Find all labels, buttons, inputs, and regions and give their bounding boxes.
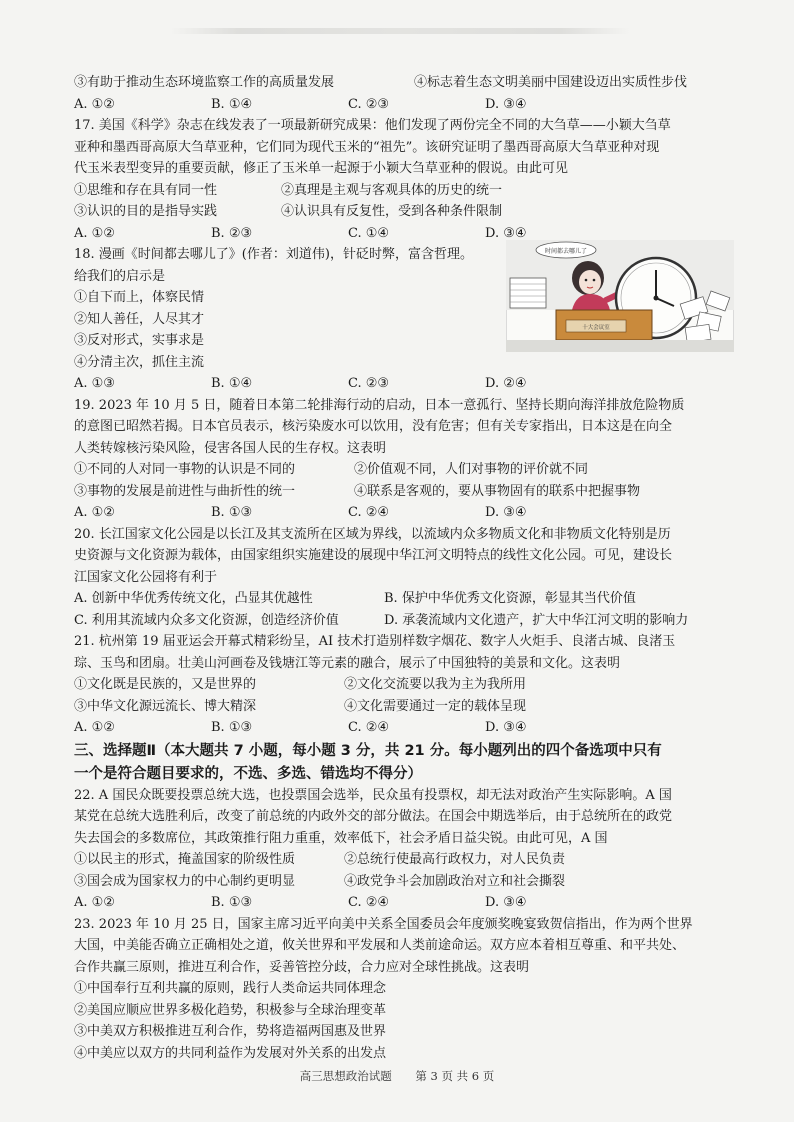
q22-stem-line: 某党在总统大选胜利后，改变了前总统的内政外交的部分做法。在国会中期选举后，由于总统所在的政党 — [74, 809, 673, 824]
footer-subject: 高三思想政治试题 — [299, 1069, 392, 1083]
q17-option-c[interactable]: C. ①④ — [348, 225, 390, 241]
q22-stem-line: 失去国会的多数席位，其政策推行阻力重重，效率低下，社会矛盾日益尖锐。由此可见，A 国 — [74, 830, 608, 846]
q18-statement-1: ①自下而上，体察民情 — [74, 290, 205, 305]
q18-cartoon-image — [506, 240, 734, 352]
q19-statement-1: ①不同的人对同一事物的认识是不同的 — [74, 462, 296, 477]
cartoon-bubble-text: 时间都去哪儿了 — [544, 248, 588, 255]
q23-statement-3: ③中美双方积极推进互利合作，势将造福两国惠及世界 — [74, 1024, 387, 1039]
q18-option-a[interactable]: A. ①③ — [74, 376, 115, 391]
q21-option-c[interactable]: C. ②④ — [348, 720, 390, 735]
q21-option-a[interactable]: A. ①② — [74, 720, 115, 735]
q20-option-c[interactable]: C. 利用其流域内众多文化资源，创造经济价值 — [74, 612, 339, 628]
q17-stem-line: 亚种和墨西哥高原大刍草亚种，它们同为现代玉米的“祖先”。该研究证明了墨西哥高原大刍草亚种对现 — [74, 139, 660, 155]
q22-option-c[interactable]: C. ②④ — [348, 895, 390, 910]
q17-statement-3: ③认识的目的是指导实践 — [74, 204, 218, 219]
q19-statements-row — [74, 481, 724, 503]
q19-stem-line: 人类转嫁核污染风险，侵害各国人民的生存权。这表明 — [74, 440, 387, 456]
q23-stem-line: 合作共赢三原则，推进互利合作，妥善管控分歧，合力应对全球性挑战。这表明 — [74, 959, 530, 975]
q20-option-a[interactable]: A. 创新中华优秀传统文化，凸显其优越性 — [74, 591, 313, 606]
q22-statement-3: ③国会成为国家权力的中心制约更明显 — [74, 873, 296, 889]
q22-statements-row — [74, 849, 724, 871]
q21-options — [74, 717, 724, 739]
q18-option-c[interactable]: C. ②③ — [348, 376, 390, 391]
q22-statement-1: ①以民主的形式，掩盖国家的阶级性质 — [74, 852, 296, 867]
q16-option-c[interactable]: C. ②③ — [348, 96, 390, 112]
q22-option-d[interactable]: D. ③④ — [485, 895, 527, 910]
q17-statements-row — [74, 180, 724, 202]
q22-stem-line: 22. A 国民众既要投票总统大选，也投票国会选举，民众虽有投票权，却无法对政治产生实际影响。A 国 — [74, 787, 672, 803]
q23-statement-2: ②美国应顺应世界多极化趋势，积极参与全球治理变革 — [74, 1002, 387, 1018]
q19-option-b[interactable]: B. ①③ — [211, 505, 253, 520]
q16-statement-4: ④标志着生态文明美丽中国建设迈出实质性步伐 — [414, 75, 688, 90]
q17-statement-1: ①思维和存在具有同一性 — [74, 182, 218, 198]
q18-statement-2: ②知人善任，人尽其才 — [74, 311, 205, 327]
q21-statements-row — [74, 696, 724, 718]
q19-option-d[interactable]: D. ③④ — [485, 505, 527, 520]
q17-option-b[interactable]: B. ②③ — [211, 225, 253, 241]
q20-stem-line: 史资源与文化资源为载体，由国家组织实施建设的展现中华江河文明特点的线性文化公园。可见，建设长 — [74, 548, 673, 563]
q21-option-b[interactable]: B. ①③ — [211, 720, 253, 735]
q23-stem-line: 大国，中美能否确立正确相处之道，攸关世界和平发展和人类前途命运。双方应本着相互尊重、和平共处、 — [74, 938, 686, 953]
section-3-heading-cont: 一个是符合题目要求的，不选、多选、错选均不得分） — [74, 765, 422, 782]
exam-page — [74, 72, 724, 1064]
q21-stem-line: 21. 杭州第 19 届亚运会开幕式精彩纷呈，AI 技术打造别样数字烟花、数字人火炬手、良渚古城、良渚玉 — [74, 634, 676, 649]
q20-options-row — [74, 610, 724, 632]
q19-options — [74, 502, 724, 524]
q22-statement-4: ④政党争斗会加剧政治对立和社会撕裂 — [344, 873, 566, 889]
q18-options — [74, 373, 724, 395]
q20-options-row — [74, 588, 724, 610]
q16-options — [74, 94, 724, 116]
q22-option-b[interactable]: B. ①③ — [211, 895, 253, 910]
q23-statement-1: ①中国奉行互利共赢的原则，践行人类命运共同体理念 — [74, 981, 387, 996]
q16-option-d[interactable]: D. ③④ — [485, 96, 527, 112]
q19-statements-row — [74, 459, 724, 481]
q19-stem-line: 的意图已昭然若揭。日本官员表示，核污染废水可以饮用，没有危害；但有关专家指出，日本这是在向全 — [74, 419, 673, 434]
q16-statement-3: ③有助于推动生态环境监察工作的高质量发展 — [74, 75, 335, 90]
q18-statement-4: ④分清主次，抓住主流 — [74, 354, 205, 370]
q20-option-d[interactable]: D. 承袭流域内文化遗产，扩大中华江河文明的影响力 — [384, 612, 689, 628]
section-3-heading: 三、选择题Ⅱ（本大题共 7 小题，每小题 3 分，共 21 分。每小题列出的四个备选项中只有 — [74, 742, 662, 759]
scan-header-remnant — [170, 28, 630, 34]
q23-statement-4: ④中美应以双方的共同利益作为发展对外关系的出发点 — [74, 1045, 387, 1061]
q22-options — [74, 892, 724, 914]
q21-statement-4: ④文化需要通过一定的载体呈现 — [344, 698, 527, 714]
q18-option-d[interactable]: D. ②④ — [485, 376, 527, 391]
q17-option-d[interactable]: D. ③④ — [485, 225, 527, 241]
q21-stem-line: 琮、玉鸟和团扇。壮美山河画卷及钱塘江等元素的融合，展示了中国独特的美景和文化。这表明 — [74, 655, 621, 671]
q17-statement-2: ②真理是主观与客观具体的历史的统一 — [281, 182, 503, 198]
q19-statement-2: ②价值观不同，人们对事物的评价就不同 — [354, 462, 589, 477]
q17-statements-row — [74, 201, 724, 223]
q19-stem-line: 19. 2023 年 10 月 5 日，随着日本第二轮排海行动的启动，日本一意孤行、坚持长期向海洋排放危险物质 — [74, 397, 685, 413]
q17-option-a[interactable]: A. ①② — [74, 225, 115, 241]
q17-stem-line: 17. 美国《科学》杂志在线发表了一项最新研究成果：他们发现了两份完全不同的大刍草——小颖大刍草 — [74, 118, 671, 133]
q21-statement-2: ②文化交流要以我为主为我所用 — [344, 677, 527, 692]
q18-block — [74, 244, 724, 373]
q22-statements-row — [74, 871, 724, 893]
q17-statement-4: ④认识具有反复性，受到各种条件限制 — [281, 204, 503, 219]
q22-statement-2: ②总统行使最高行政权力，对人民负责 — [344, 852, 566, 867]
q17-stem-line: 代玉米表型变异的重要贡献，修正了玉米单一起源于小颖大刍草亚种的假说。由此可见 — [74, 161, 569, 176]
q20-stem-line: 20. 长江国家文化公园是以长江及其支流所在区域为界线，以流域内众多物质文化和非物质文化特别是历 — [74, 526, 671, 542]
q23-stem-line: 23. 2023 年 10 月 25 日，国家主席习近平向美中关系全国委员会年度颁奖晚宴致贺信指出，作为两个世界 — [74, 916, 693, 932]
q18-statement-3: ③反对形式，实事求是 — [74, 333, 205, 348]
q21-statements-row — [74, 674, 724, 696]
q16-statements-row — [74, 72, 724, 94]
q16-option-b[interactable]: B. ①④ — [211, 96, 253, 112]
q19-statement-3: ③事物的发展是前进性与曲折性的统一 — [74, 483, 296, 499]
q18-stem-line: 给我们的启示是 — [74, 268, 166, 284]
q20-option-b[interactable]: B. 保护中华优秀文化资源，彰显其当代价值 — [384, 591, 636, 606]
q19-option-c[interactable]: C. ②④ — [348, 505, 390, 520]
q21-option-d[interactable]: D. ③④ — [485, 720, 527, 735]
q21-statement-1: ①文化既是民族的，又是世界的 — [74, 677, 257, 692]
footer-page-number: 第 3 页 共 6 页 — [415, 1069, 495, 1083]
q18-stem-line: 18. 漫画《时间都去哪儿了》(作者：刘道伟)，针砭时弊，富含哲理。 — [74, 247, 473, 262]
q19-option-a[interactable]: A. ①② — [74, 505, 115, 520]
q19-statement-4: ④联系是客观的，要从事物固有的联系中把握事物 — [354, 483, 641, 499]
q22-option-a[interactable]: A. ①② — [74, 895, 115, 910]
cartoon-desk-sign: 十大会议室 — [582, 325, 610, 331]
q20-stem-line: 江国家文化公园将有利于 — [74, 569, 218, 585]
page-footer — [0, 1068, 794, 1084]
q21-statement-3: ③中华文化源远流长、博大精深 — [74, 698, 257, 714]
q16-option-a[interactable]: A. ①② — [74, 96, 115, 112]
q18-option-b[interactable]: B. ①④ — [211, 376, 253, 391]
